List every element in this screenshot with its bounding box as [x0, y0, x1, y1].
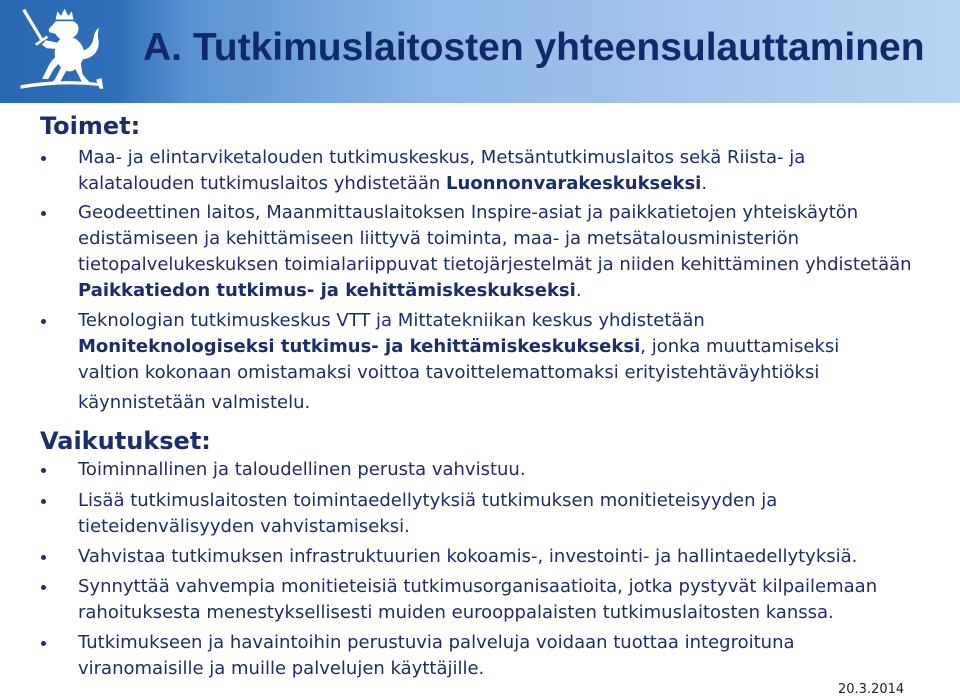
- slide-title: A. Tutkimuslaitosten yhteensulauttaminen: [143, 26, 925, 69]
- bullet-dot: [41, 156, 46, 161]
- text-segment: rahoituksesta menestyksellisesti muiden eurooppalaisten tutkimuslaitosten kanssa.: [78, 602, 834, 623]
- text-line: [78, 334, 839, 360]
- bullet-item: [78, 145, 805, 197]
- bullet-item: [78, 457, 526, 483]
- bullet-dot: [41, 319, 46, 324]
- text-segment: Tutkimukseen ja havaintoihin perustuvia palveluja voidaan tuottaa integroituna: [78, 632, 795, 653]
- text-segment: .: [575, 280, 582, 301]
- text-segment: tietopalvelukeskuksen toimialariippuvat tietojärjestelmät ja niiden kehittäminen yhdistetään: [78, 254, 912, 275]
- emphasized-term: Paikkatiedon tutkimus- ja kehittämiskeskukseksi: [78, 280, 576, 301]
- bullet-item: [78, 308, 839, 416]
- text-segment: edistämiseen ja kehittämiseen liittyvä toiminta, maa- ja metsätalousministeriön: [78, 228, 800, 249]
- text-segment: Toiminnallinen ja taloudellinen perusta vahvistuu.: [78, 459, 526, 480]
- text-line: [78, 386, 839, 416]
- text-line: [78, 457, 526, 483]
- text-segment: Teknologian tutkimuskeskus VTT ja Mittatekniikan keskus yhdistetään: [78, 310, 705, 331]
- section-heading: Toimet:: [40, 112, 141, 140]
- text-segment: .: [701, 173, 708, 194]
- text-line: [78, 200, 912, 226]
- text-line: [78, 630, 795, 656]
- text-segment: viranomaisille ja muille palvelujen käyttäjille.: [78, 658, 485, 679]
- text-line: [78, 145, 805, 171]
- bullet-item: [78, 544, 857, 570]
- text-line: [78, 544, 857, 570]
- bullet-dot: [41, 555, 46, 560]
- emphasized-term: Luonnonvarakeskukseksi: [446, 173, 702, 194]
- text-line: [78, 252, 912, 278]
- text-segment: valtion kokonaan omistamaksi voittoa tavoittelemattomaksi erityistehtäväyhtiöksi: [78, 362, 820, 383]
- text-segment: käynnistetään valmistelu.: [78, 392, 311, 413]
- text-line: [78, 600, 877, 626]
- text-segment: Vahvistaa tutkimuksen infrastruktuurien kokoamis-, investointi- ja hallintaedellytyksiä.: [78, 546, 858, 567]
- bullet-item: [78, 200, 912, 304]
- text-line: [78, 226, 912, 252]
- text-segment: Geodeettinen laitos, Maanmittauslaitoksen Inspire-asiat ja paikkatietojen yhteiskäytön: [78, 202, 859, 223]
- text-line: [78, 308, 839, 334]
- bullet-dot: [41, 499, 46, 504]
- text-line: [78, 360, 839, 386]
- text-segment: , jonka muuttamiseksi: [640, 336, 840, 357]
- bullet-dot: [41, 641, 46, 646]
- text-segment: Synnyttää vahvempia monitieteisiä tutkimusorganisaatioita, jotka pystyvät kilpailemaan: [78, 576, 878, 597]
- slide-header: [0, 0, 960, 103]
- text-line: [78, 574, 877, 600]
- text-line: [78, 278, 912, 304]
- slide-date: 20.3.2014: [838, 682, 905, 697]
- text-line: [78, 656, 795, 682]
- emphasized-term: Moniteknologiseksi tutkimus- ja kehittämiskeskukseksi: [78, 336, 641, 357]
- text-line: [78, 514, 777, 540]
- section-heading: Vaikutukset:: [40, 427, 211, 455]
- text-segment: Maa- ja elintarviketalouden tutkimuskeskus, Metsäntutkimuslaitos sekä Riista- ja: [78, 147, 806, 168]
- text-line: [78, 171, 805, 197]
- bullet-item: [78, 574, 877, 626]
- bullet-dot: [41, 211, 46, 216]
- bullet-dot: [41, 468, 46, 473]
- text-segment: Lisää tutkimuslaitosten toimintaedellytyksiä tutkimuksen monitieteisyyden ja: [78, 490, 778, 511]
- bullet-item: [78, 630, 795, 682]
- text-segment: kalatalouden tutkimuslaitos yhdistetään: [78, 173, 447, 194]
- bullet-dot: [41, 585, 46, 590]
- text-line: [78, 488, 777, 514]
- bullet-item: [78, 488, 777, 540]
- text-segment: tieteidenvälisyyden vahvistamiseksi.: [78, 516, 410, 537]
- finnish-lion-emblem-icon: [16, 5, 106, 97]
